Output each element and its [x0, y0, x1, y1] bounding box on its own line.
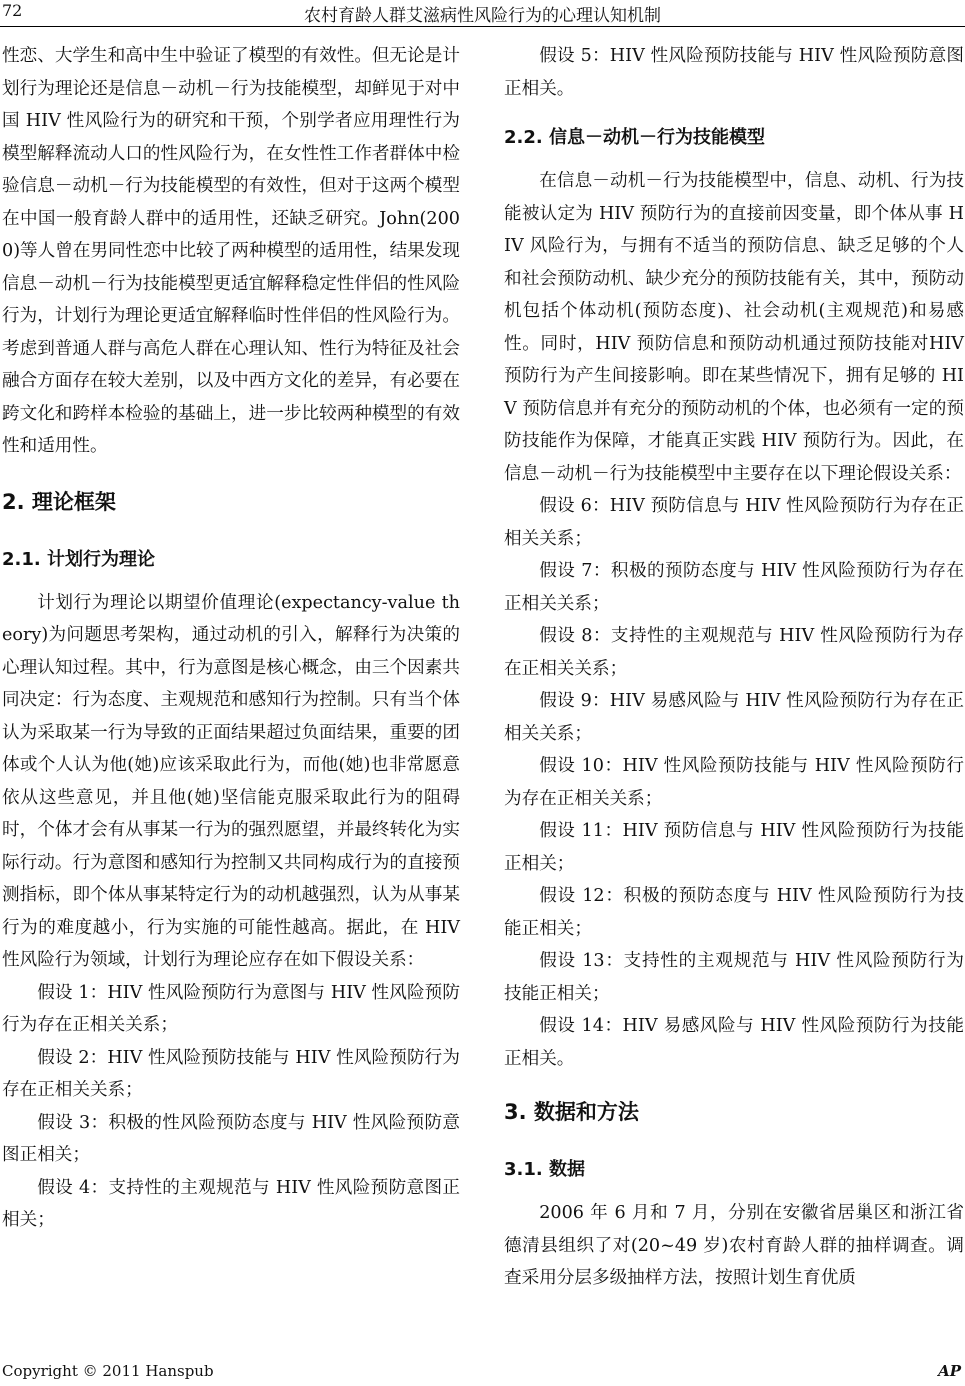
section-2-2-heading: 2.2. 信息－动机－行为技能模型 — [504, 127, 765, 148]
hypothesis-9: 假设 9：HIV 易感风险与 HIV 性风险预防行为存在正相关关系； — [504, 691, 964, 744]
header-rule — [0, 26, 965, 27]
journal-mark: AP — [938, 1362, 961, 1380]
hypothesis-11: 假设 11：HIV 预防信息与 HIV 性风险预防行为技能正相关； — [504, 821, 964, 874]
running-title: 农村育龄人群艾滋病性风险行为的心理认知机制 — [304, 6, 661, 26]
hypothesis-6: 假设 6：HIV 预防信息与 HIV 性风险预防行为存在正相关关系； — [504, 496, 964, 549]
hypothesis-1: 假设 1：HIV 性风险预防行为意图与 HIV 性风险预防行为存在正相关关系； — [2, 982, 460, 1035]
page-number: 72 — [2, 1, 23, 20]
right-column — [504, 40, 964, 1295]
hypothesis-4: 假设 4：支持性的主观规范与 HIV 性风险预防意图正相关； — [2, 1177, 460, 1230]
section-3-1-heading: 3.1. 数据 — [504, 1159, 585, 1180]
page-footer — [0, 1362, 965, 1382]
intro-paragraph: 性恋、大学生和高中生中验证了模型的有效性。但无论是计划行为理论还是信息－动机－行为技能模型，却鲜见于对中国 HIV 性风险行为的研究和干预，个别学者应用理性行为模型解释流动人口的性风险行为，在女性性工作者群体中检验信息－动机－行为技能模型的有效性，但对于这两个模型在中国一般育龄人群中的适用性，还缺乏研究。John(2000)等人曾在男同性恋中比较了两种模型的适用性，结果发现信息－动机－行为技能模型更适宜解释稳定性伴侣的性风险行为，计划行为理论更适宜解释临时性伴侣的性风险行为。考虑到普通人群与高危人群在心理认知、性行为特征及社会融合方面存在较大差别，以及中西方文化的差异，有必要在跨文化和跨样本检验的基础上，进一步比较两种模型的有效性和适用性。 — [2, 46, 460, 456]
hypothesis-12: 假设 12：积极的预防态度与 HIV 性风险预防行为技能正相关； — [504, 886, 964, 939]
page-header — [0, 0, 965, 26]
hypothesis-10: 假设 10：HIV 性风险预防技能与 HIV 性风险预防行为存在正相关关系； — [504, 756, 964, 809]
hypothesis-14: 假设 14：HIV 易感风险与 HIV 性风险预防行为技能正相关。 — [504, 1016, 964, 1069]
hypothesis-3: 假设 3：积极的性风险预防态度与 HIV 性风险预防意图正相关； — [2, 1112, 460, 1165]
section-3-heading: 3. 数据和方法 — [504, 1100, 639, 1124]
imb-paragraph: 在信息－动机－行为技能模型中，信息、动机、行为技能被认定为 HIV 预防行为的直接前因变量，即个体从事 HIV 风险行为，与拥有不适当的预防信息、缺乏足够的个人和社会预防动机、缺少充分的预防技能有关，其中，预防动机包括个体动机(预防态度)、社会动机(主观规范)和易感性。同时，HIV 预防信息和预防动机通过预防技能对HIV预防行为产生间接影响。即在某些情况下，拥有足够的 HIV 预防信息并有充分的预防动机的个体，也必须有一定的预防技能作为保障，才能真正实践 HIV 预防行为。因此，在信息－动机－行为技能模型中主要存在以下理论假设关系： — [504, 171, 964, 484]
hypothesis-13: 假设 13：支持性的主观规范与 HIV 性风险预防行为技能正相关； — [504, 951, 964, 1004]
copyright-notice: Copyright © 2011 Hanspub — [2, 1362, 214, 1380]
section-2-heading: 2. 理论框架 — [2, 489, 116, 514]
hypothesis-2: 假设 2：HIV 性风险预防技能与 HIV 性风险预防行为存在正相关关系； — [2, 1047, 460, 1100]
section-2-1-heading: 2.1. 计划行为理论 — [2, 548, 155, 570]
data-paragraph: 2006 年 6 月和 7 月，分别在安徽省居巢区和浙江省德清县组织了对(20~49 岁)农村育龄人群的抽样调查。调查采用分层多级抽样方法，按照计划生育优质 — [504, 1203, 964, 1288]
hypothesis-8: 假设 8：支持性的主观规范与 HIV 性风险预防行为存在正相关关系； — [504, 626, 964, 679]
hypothesis-5: 假设 5：HIV 性风险预防技能与 HIV 性风险预防意图正相关。 — [504, 46, 964, 99]
hypothesis-7: 假设 7：积极的预防态度与 HIV 性风险预防行为存在正相关关系； — [504, 561, 964, 614]
left-column — [2, 40, 460, 1237]
tpb-paragraph: 计划行为理论以期望价值理论(expectancy-value theory)为问题思考架构，通过动机的引入，解释行为决策的心理认知过程。其中，行为意图是核心概念，由三个因素共同决定：行为态度、主观规范和感知行为控制。只有当个体认为采取某一行为导致的正面结果超过负面结果，重要的团体或个人认为他(她)应该采取此行为，而他(她)也非常愿意依从这些意见，并且他(她)坚信能克服采取此行为的阻碍时，个体才会有从事某一行为的强烈愿望，并最终转化为实际行动。行为意图和感知行为控制又共同构成行为的直接预测指标，即个体从事某特定行为的动机越强烈，认为从事某行为的难度越小，行为实施的可能性越高。据此，在 HIV 性风险行为领域，计划行为理论应存在如下假设关系： — [2, 592, 460, 970]
